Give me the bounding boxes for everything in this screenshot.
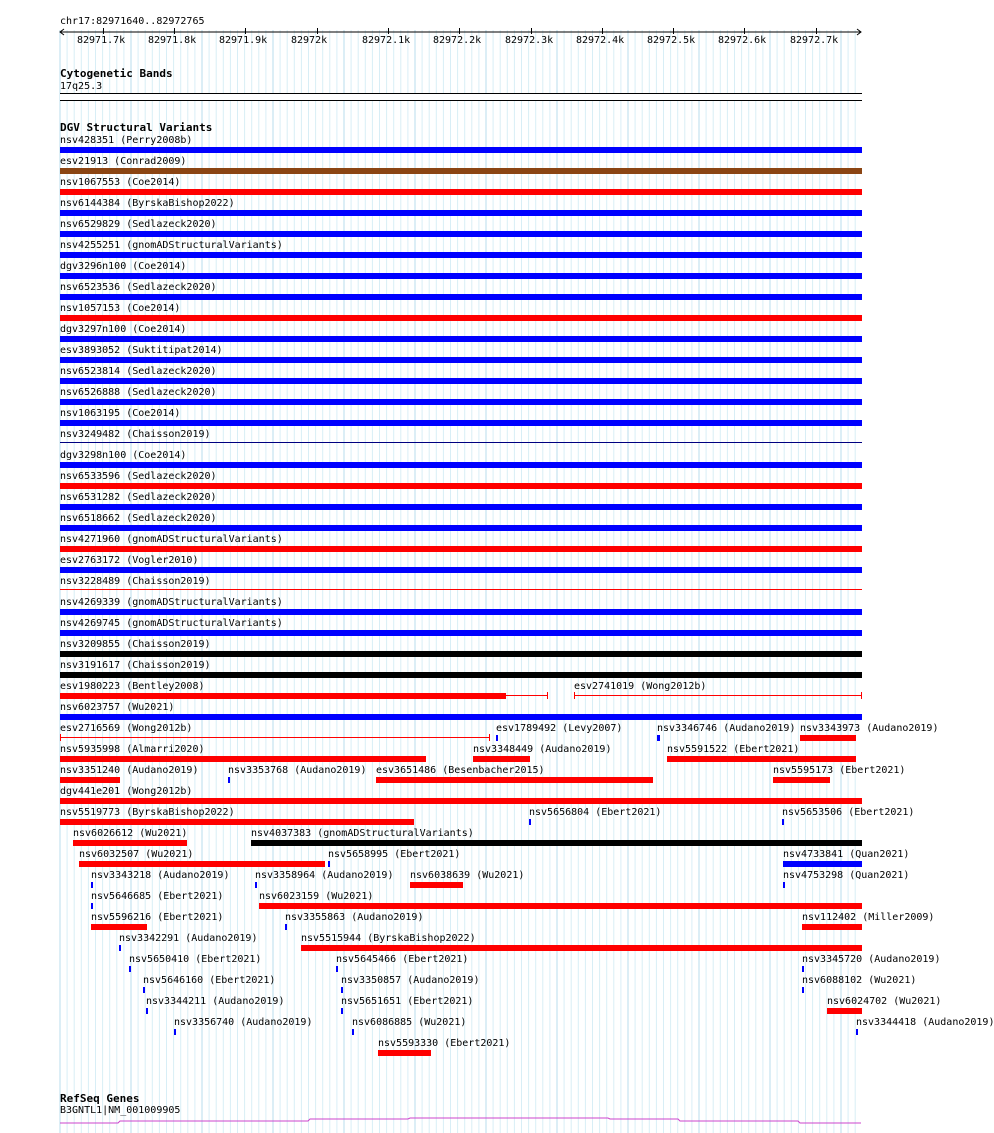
dgv-feature-bar[interactable] bbox=[60, 252, 862, 258]
ruler-tick bbox=[174, 28, 175, 34]
dgv-feature-label[interactable]: esv21913 (Conrad2009) bbox=[60, 156, 187, 167]
dgv-feature-label[interactable]: nsv3343218 (Audano2019) bbox=[91, 870, 230, 881]
ruler-tick-label: 82971.9k bbox=[219, 35, 268, 46]
dgv-feature-bar[interactable] bbox=[60, 357, 862, 363]
dgv-feature-label[interactable]: nsv3348449 (Audano2019) bbox=[473, 744, 612, 755]
dgv-feature-label[interactable]: nsv6038639 (Wu2021) bbox=[410, 870, 525, 881]
dgv-feature-label[interactable]: nsv4269745 (gnomADStructuralVariants) bbox=[60, 618, 283, 629]
dgv-feature-label[interactable]: nsv6518662 (Sedlazeck2020) bbox=[60, 513, 217, 524]
cytoband-label: 17q25.3 bbox=[60, 81, 103, 92]
dgv-feature-bar[interactable] bbox=[285, 924, 287, 930]
dgv-feature-bar[interactable] bbox=[60, 651, 862, 657]
dgv-feature-bar[interactable] bbox=[506, 695, 548, 696]
dgv-feature-bar[interactable] bbox=[800, 735, 856, 741]
dgv-feature-end bbox=[60, 734, 61, 741]
dgv-feature-label[interactable]: nsv5593330 (Ebert2021) bbox=[378, 1038, 511, 1049]
dgv-feature-bar[interactable] bbox=[657, 735, 660, 741]
dgv-feature-bar[interactable] bbox=[341, 987, 343, 993]
ruler-tick bbox=[816, 28, 817, 34]
ruler-tick-label: 82972.6k bbox=[718, 35, 767, 46]
dgv-feature-label[interactable]: nsv5591522 (Ebert2021) bbox=[667, 744, 800, 755]
dgv-feature-label[interactable]: esv2716569 (Wong2012b) bbox=[60, 723, 193, 734]
dgv-feature-bar[interactable] bbox=[60, 147, 862, 153]
dgv-feature-label[interactable]: nsv5935998 (Almarri2020) bbox=[60, 744, 205, 755]
dgv-feature-bar[interactable] bbox=[802, 987, 804, 993]
dgv-feature-bar[interactable] bbox=[60, 442, 862, 443]
dgv-feature-bar[interactable] bbox=[473, 756, 530, 762]
ruler-tick-label: 82972.4k bbox=[576, 35, 625, 46]
ruler-tick-label: 82971.7k bbox=[77, 35, 126, 46]
dgv-feature-label[interactable]: esv1980223 (Bentley2008) bbox=[60, 681, 205, 692]
ruler-tick bbox=[459, 28, 460, 34]
ruler-tick-label: 82972.3k bbox=[505, 35, 554, 46]
dgv-feature-label[interactable]: nsv112402 (Miller2009) bbox=[802, 912, 935, 923]
dgv-feature-label[interactable]: nsv6531282 (Sedlazeck2020) bbox=[60, 492, 217, 503]
dgv-feature-label[interactable]: nsv3342291 (Audano2019) bbox=[119, 933, 258, 944]
dgv-feature-bar[interactable] bbox=[174, 1029, 176, 1035]
dgv-feature-bar[interactable] bbox=[410, 882, 463, 888]
dgv-feature-label[interactable]: dgv3298n100 (Coe2014) bbox=[60, 450, 187, 461]
dgv-feature-bar[interactable] bbox=[783, 882, 785, 888]
dgv-feature-label[interactable]: nsv3346746 (Audano2019) bbox=[657, 723, 796, 734]
ruler-tick bbox=[103, 28, 104, 34]
dgv-feature-label[interactable]: nsv3355863 (Audano2019) bbox=[285, 912, 424, 923]
dgv-feature-bar[interactable] bbox=[129, 966, 131, 972]
dgv-feature-bar[interactable] bbox=[802, 966, 804, 972]
dgv-feature-label[interactable]: nsv3344211 (Audano2019) bbox=[146, 996, 285, 1007]
ruler-tick-label: 82972.1k bbox=[362, 35, 411, 46]
dgv-feature-label[interactable]: nsv5658995 (Ebert2021) bbox=[328, 849, 461, 860]
dgv-feature-label[interactable]: nsv6026612 (Wu2021) bbox=[73, 828, 188, 839]
dgv-feature-bar[interactable] bbox=[856, 1029, 858, 1035]
dgv-feature-label[interactable]: nsv3209855 (Chaisson2019) bbox=[60, 639, 211, 650]
dgv-feature-bar[interactable] bbox=[60, 777, 120, 783]
dgv-feature-label[interactable]: nsv4733841 (Quan2021) bbox=[783, 849, 910, 860]
dgv-feature-label[interactable]: nsv3343973 (Audano2019) bbox=[800, 723, 939, 734]
dgv-feature-bar[interactable] bbox=[60, 630, 862, 636]
dgv-feature-label[interactable]: nsv5646160 (Ebert2021) bbox=[143, 975, 276, 986]
dgv-feature-bar[interactable] bbox=[60, 420, 862, 426]
dgv-feature-label[interactable]: nsv3191617 (Chaisson2019) bbox=[60, 660, 211, 671]
dgv-feature-bar[interactable] bbox=[378, 1050, 431, 1056]
dgv-feature-bar[interactable] bbox=[60, 168, 862, 174]
dgv-feature-label[interactable]: dgv441e201 (Wong2012b) bbox=[60, 786, 193, 797]
dgv-feature-bar[interactable] bbox=[773, 777, 830, 783]
dgv-feature-bar[interactable] bbox=[60, 231, 862, 237]
ruler-tick-label: 82972.7k bbox=[790, 35, 839, 46]
dgv-feature-label[interactable]: nsv6086885 (Wu2021) bbox=[352, 1017, 467, 1028]
dgv-feature-bar[interactable] bbox=[60, 336, 862, 342]
dgv-feature-label[interactable]: esv1789492 (Levy2007) bbox=[496, 723, 623, 734]
dgv-feature-label[interactable]: nsv6023757 (Wu2021) bbox=[60, 702, 175, 713]
dgv-feature-label[interactable]: dgv3297n100 (Coe2014) bbox=[60, 324, 187, 335]
dgv-feature-label[interactable]: nsv6144384 (ByrskaBishop2022) bbox=[60, 198, 235, 209]
refseq-gene-model[interactable] bbox=[58, 1112, 864, 1128]
dgv-feature-bar[interactable] bbox=[60, 294, 862, 300]
dgv-feature-bar[interactable] bbox=[60, 693, 506, 699]
dgv-feature-bar[interactable] bbox=[574, 695, 862, 696]
dgv-feature-label[interactable]: nsv1057153 (Coe2014) bbox=[60, 303, 181, 314]
dgv-feature-label[interactable]: nsv6023159 (Wu2021) bbox=[259, 891, 374, 902]
dgv-feature-end bbox=[861, 692, 862, 699]
ruler-tick bbox=[744, 28, 745, 34]
dgv-feature-bar[interactable] bbox=[91, 882, 93, 888]
dgv-feature-label[interactable]: esv3893052 (Suktitipat2014) bbox=[60, 345, 223, 356]
dgv-feature-label[interactable]: esv3651486 (Besenbacher2015) bbox=[376, 765, 545, 776]
dgv-feature-bar[interactable] bbox=[251, 840, 862, 846]
dgv-feature-label[interactable]: nsv428351 (Perry2008b) bbox=[60, 135, 193, 146]
dgv-feature-bar[interactable] bbox=[60, 399, 862, 405]
dgv-feature-label[interactable]: nsv6529829 (Sedlazeck2020) bbox=[60, 219, 217, 230]
dgv-feature-bar[interactable] bbox=[60, 525, 862, 531]
cytoband-title: Cytogenetic Bands bbox=[60, 67, 173, 80]
dgv-feature-bar[interactable] bbox=[529, 819, 531, 825]
dgv-feature-end bbox=[547, 692, 548, 699]
dgv-feature-label[interactable]: nsv5596216 (Ebert2021) bbox=[91, 912, 224, 923]
dgv-feature-label[interactable]: nsv5650410 (Ebert2021) bbox=[129, 954, 262, 965]
ruler-tick-label: 82972.5k bbox=[647, 35, 696, 46]
dgv-feature-label[interactable]: nsv5651651 (Ebert2021) bbox=[341, 996, 474, 1007]
dgv-feature-label[interactable]: esv2763172 (Vogler2010) bbox=[60, 555, 199, 566]
dgv-feature-bar[interactable] bbox=[119, 945, 121, 951]
dgv-feature-label[interactable]: nsv4255251 (gnomADStructuralVariants) bbox=[60, 240, 283, 251]
dgv-feature-bar[interactable] bbox=[79, 861, 325, 867]
dgv-feature-label[interactable]: nsv6032507 (Wu2021) bbox=[79, 849, 194, 860]
dgv-feature-bar[interactable] bbox=[60, 546, 862, 552]
dgv-feature-label[interactable]: nsv3345720 (Audano2019) bbox=[802, 954, 941, 965]
dgv-feature-bar[interactable] bbox=[783, 861, 862, 867]
ruler-tick bbox=[602, 28, 603, 34]
ruler-tick bbox=[531, 28, 532, 34]
dgv-feature-label[interactable]: nsv5653506 (Ebert2021) bbox=[782, 807, 915, 818]
dgv-feature-bar[interactable] bbox=[60, 210, 862, 216]
dgv-feature-label[interactable]: nsv4269339 (gnomADStructuralVariants) bbox=[60, 597, 283, 608]
dgv-feature-label[interactable]: nsv4753298 (Quan2021) bbox=[783, 870, 910, 881]
dgv-feature-label[interactable]: nsv1063195 (Coe2014) bbox=[60, 408, 181, 419]
dgv-feature-bar[interactable] bbox=[60, 609, 862, 615]
dgv-track-title: DGV Structural Variants bbox=[60, 121, 213, 134]
dgv-feature-bar[interactable] bbox=[60, 273, 862, 279]
dgv-feature-bar[interactable] bbox=[60, 504, 862, 510]
ruler-tick-label: 82971.8k bbox=[148, 35, 197, 46]
dgv-feature-bar[interactable] bbox=[60, 462, 862, 468]
dgv-feature-bar[interactable] bbox=[60, 483, 862, 489]
dgv-feature-bar[interactable] bbox=[60, 567, 862, 573]
ruler-tick bbox=[245, 28, 246, 34]
dgv-feature-label[interactable]: nsv6088102 (Wu2021) bbox=[802, 975, 917, 986]
dgv-feature-bar[interactable] bbox=[60, 589, 862, 590]
dgv-feature-bar[interactable] bbox=[60, 714, 862, 720]
dgv-feature-bar[interactable] bbox=[667, 756, 856, 762]
dgv-feature-bar[interactable] bbox=[341, 1008, 343, 1014]
dgv-feature-label[interactable]: nsv5645466 (Ebert2021) bbox=[336, 954, 469, 965]
dgv-feature-end bbox=[574, 692, 575, 699]
dgv-feature-bar[interactable] bbox=[60, 798, 862, 804]
dgv-feature-label[interactable]: nsv1067553 (Coe2014) bbox=[60, 177, 181, 188]
refseq-gene-label[interactable]: B3GNTL1|NM_001009905 bbox=[60, 1105, 181, 1116]
dgv-feature-bar[interactable] bbox=[782, 819, 784, 825]
dgv-feature-label[interactable]: nsv3249482 (Chaisson2019) bbox=[60, 429, 211, 440]
dgv-feature-bar[interactable] bbox=[802, 924, 862, 930]
dgv-feature-label[interactable]: nsv3344418 (Audano2019) bbox=[856, 1017, 994, 1028]
dgv-feature-bar[interactable] bbox=[376, 777, 653, 783]
dgv-feature-bar[interactable] bbox=[143, 987, 145, 993]
dgv-feature-label[interactable]: nsv3351240 (Audano2019) bbox=[60, 765, 199, 776]
dgv-feature-bar[interactable] bbox=[228, 777, 230, 783]
ruler-tick bbox=[317, 28, 318, 34]
ruler-tick-label: 82972k bbox=[291, 35, 328, 46]
dgv-feature-label[interactable]: nsv4271960 (gnomADStructuralVariants) bbox=[60, 534, 283, 545]
dgv-feature-end bbox=[489, 734, 490, 741]
dgv-feature-bar[interactable] bbox=[91, 903, 93, 909]
dgv-feature-bar[interactable] bbox=[91, 924, 147, 930]
dgv-feature-label[interactable]: nsv5519773 (ByrskaBishop2022) bbox=[60, 807, 235, 818]
ruler-position: chr17:82971640..82972765 bbox=[60, 16, 205, 27]
dgv-feature-label[interactable]: nsv6523536 (Sedlazeck2020) bbox=[60, 282, 217, 293]
dgv-feature-label[interactable]: esv2741019 (Wong2012b) bbox=[574, 681, 707, 692]
dgv-feature-bar[interactable] bbox=[352, 1029, 354, 1035]
dgv-feature-bar[interactable] bbox=[496, 735, 498, 741]
dgv-feature-label[interactable]: nsv4037383 (gnomADStructuralVariants) bbox=[251, 828, 474, 839]
dgv-feature-bar[interactable] bbox=[60, 378, 862, 384]
dgv-feature-bar[interactable] bbox=[255, 882, 257, 888]
dgv-feature-bar[interactable] bbox=[146, 1008, 148, 1014]
dgv-feature-label[interactable]: nsv5515944 (ByrskaBishop2022) bbox=[301, 933, 476, 944]
ruler-tick bbox=[673, 28, 674, 34]
dgv-feature-label[interactable]: nsv6526888 (Sedlazeck2020) bbox=[60, 387, 217, 398]
dgv-feature-bar[interactable] bbox=[827, 1008, 862, 1014]
dgv-feature-bar[interactable] bbox=[336, 966, 338, 972]
ruler-tick-label: 82972.2k bbox=[433, 35, 482, 46]
dgv-feature-label[interactable]: nsv3358964 (Audano2019) bbox=[255, 870, 394, 881]
dgv-feature-bar[interactable] bbox=[301, 945, 862, 951]
dgv-feature-bar[interactable] bbox=[328, 861, 330, 867]
dgv-feature-label[interactable]: nsv3228489 (Chaisson2019) bbox=[60, 576, 211, 587]
cytoband-bar[interactable] bbox=[60, 93, 862, 101]
dgv-feature-bar[interactable] bbox=[60, 672, 862, 678]
dgv-feature-label[interactable]: nsv6024702 (Wu2021) bbox=[827, 996, 942, 1007]
dgv-feature-label[interactable]: nsv3350857 (Audano2019) bbox=[341, 975, 480, 986]
ruler-tick bbox=[388, 28, 389, 34]
dgv-feature-bar[interactable] bbox=[259, 903, 862, 909]
dgv-feature-label[interactable]: nsv5595173 (Ebert2021) bbox=[773, 765, 906, 776]
dgv-feature-label[interactable]: dgv3296n100 (Coe2014) bbox=[60, 261, 187, 272]
dgv-feature-bar[interactable] bbox=[60, 756, 426, 762]
dgv-feature-bar[interactable] bbox=[60, 315, 862, 321]
dgv-feature-bar[interactable] bbox=[60, 737, 490, 738]
dgv-feature-label[interactable]: nsv6533596 (Sedlazeck2020) bbox=[60, 471, 217, 482]
dgv-feature-label[interactable]: nsv6523814 (Sedlazeck2020) bbox=[60, 366, 217, 377]
dgv-feature-label[interactable]: nsv5646685 (Ebert2021) bbox=[91, 891, 224, 902]
refseq-track-title: RefSeq Genes bbox=[60, 1092, 140, 1105]
dgv-feature-bar[interactable] bbox=[60, 189, 862, 195]
dgv-feature-bar[interactable] bbox=[73, 840, 187, 846]
dgv-feature-label[interactable]: nsv5656804 (Ebert2021) bbox=[529, 807, 662, 818]
dgv-feature-bar[interactable] bbox=[60, 819, 414, 825]
dgv-feature-label[interactable]: nsv3353768 (Audano2019) bbox=[228, 765, 367, 776]
dgv-feature-label[interactable]: nsv3356740 (Audano2019) bbox=[174, 1017, 313, 1028]
